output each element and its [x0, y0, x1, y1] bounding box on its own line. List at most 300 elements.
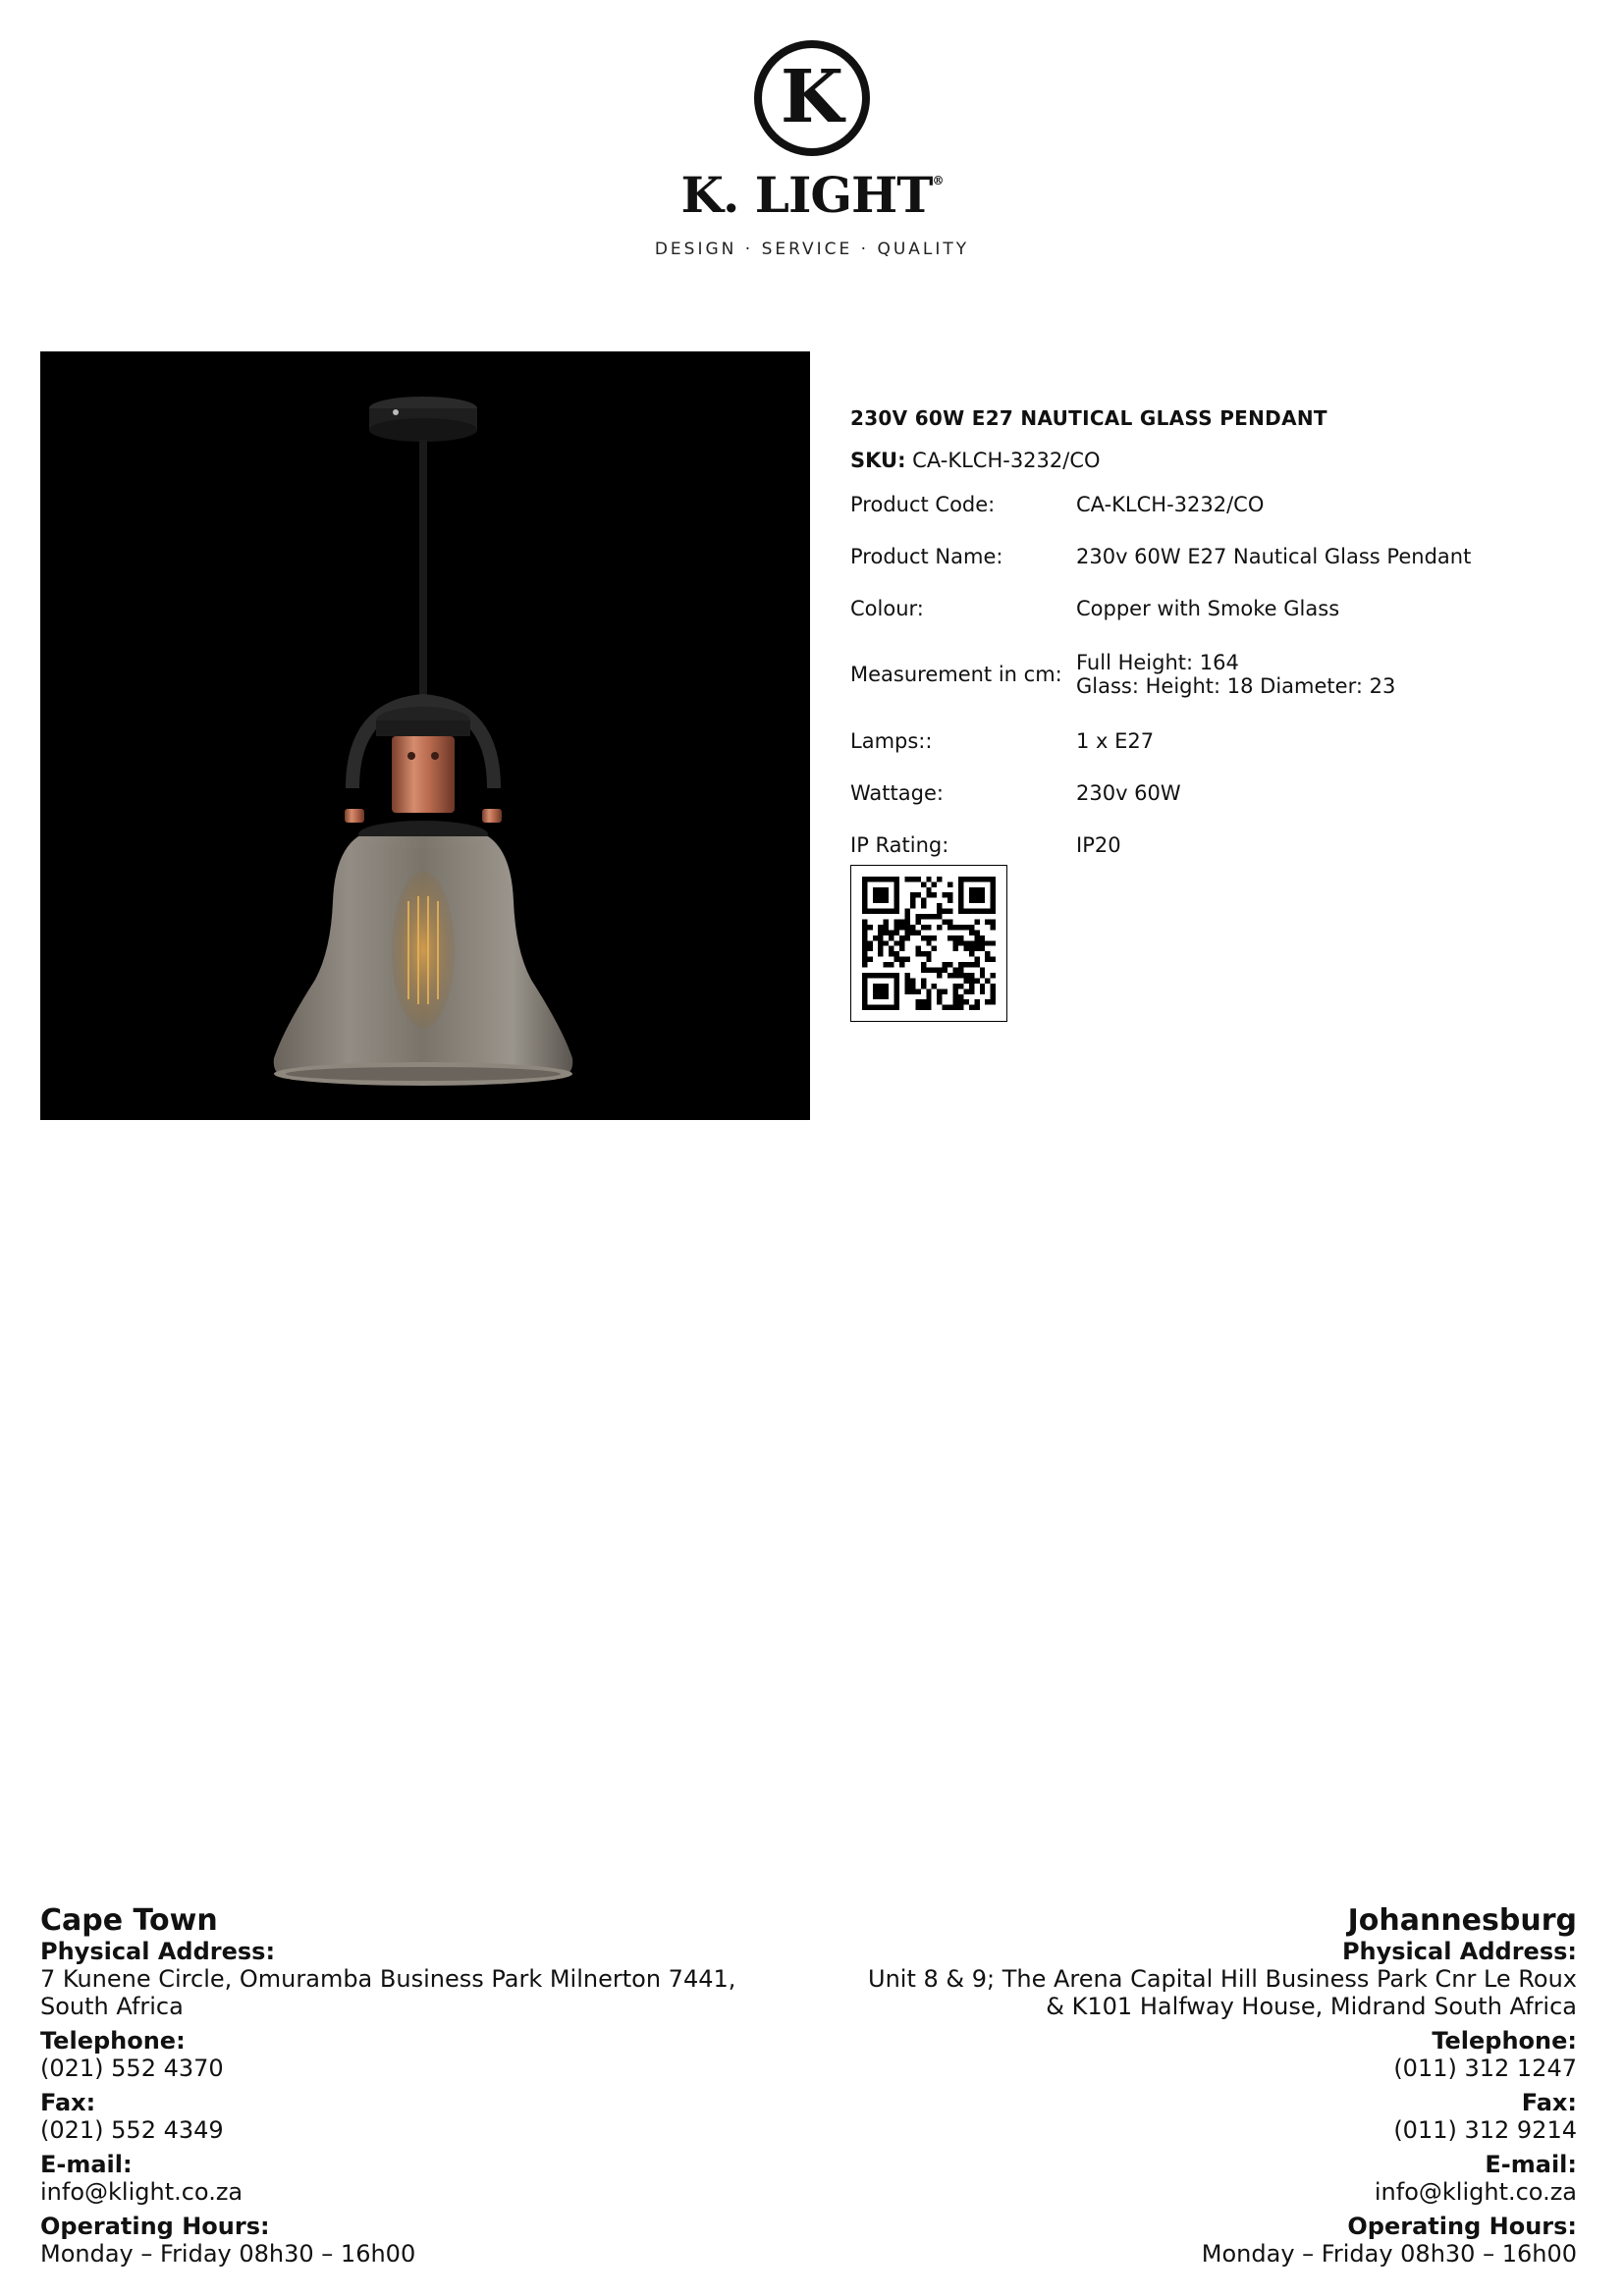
- email-link[interactable]: info@klight.co.za: [40, 2178, 244, 2206]
- qr-module: [889, 909, 893, 914]
- qr-module: [894, 930, 899, 934]
- sku-value: CA-KLCH-3232/CO: [912, 449, 1101, 472]
- qr-module: [921, 898, 926, 903]
- qr-module: [963, 877, 968, 881]
- fax-number: (011) 312 9214: [1393, 2116, 1577, 2144]
- hours-label: Operating Hours:: [1347, 2213, 1577, 2240]
- qr-module: [958, 940, 963, 945]
- qr-module: [926, 988, 931, 993]
- qr-module: [985, 909, 990, 914]
- qr-module: [862, 898, 867, 903]
- qr-module: [985, 978, 990, 983]
- qr-module: [915, 951, 920, 956]
- qr-module: [867, 1005, 872, 1010]
- qr-module: [867, 877, 872, 881]
- qr-module: [884, 892, 889, 897]
- qr-module: [915, 930, 920, 934]
- spec-value: IP20: [1076, 832, 1121, 857]
- qr-module: [894, 951, 899, 956]
- qr-module: [894, 925, 899, 930]
- qr-module: [974, 1005, 979, 1010]
- qr-module: [921, 903, 926, 908]
- qr-module: [980, 892, 985, 897]
- qr-module: [953, 935, 958, 940]
- qr-module: [985, 919, 990, 924]
- qr-module: [947, 962, 952, 967]
- qr-module: [991, 881, 996, 886]
- qr-module: [974, 999, 979, 1004]
- qr-module: [947, 919, 952, 924]
- qr-module: [889, 1005, 893, 1010]
- qr-module: [958, 1005, 963, 1010]
- qr-module: [867, 909, 872, 914]
- qr-module: [985, 940, 990, 945]
- qr-module: [873, 887, 878, 892]
- qr-module: [953, 994, 958, 999]
- spec-row-measurement: [850, 634, 1471, 715]
- qr-module: [899, 925, 904, 930]
- qr-module: [904, 914, 909, 919]
- qr-module: [904, 909, 909, 914]
- qr-module: [974, 935, 979, 940]
- footer-cape-town: [40, 1904, 826, 2268]
- sku-line: [850, 449, 1577, 472]
- qr-module: [862, 892, 867, 897]
- qr-module: [889, 935, 893, 940]
- email-label: E-mail:: [1485, 2151, 1577, 2178]
- spec-table: [850, 478, 1471, 871]
- qr-module: [932, 892, 937, 897]
- qr-module: [943, 892, 947, 897]
- pendant-lamp-illustration: [40, 351, 810, 1120]
- qr-module: [894, 984, 899, 988]
- qr-module: [953, 999, 958, 1004]
- qr-module: [884, 877, 889, 881]
- qr-module: [980, 898, 985, 903]
- qr-module: [878, 892, 883, 897]
- qr-module: [926, 951, 931, 956]
- telephone-number[interactable]: (021) 552 4370: [40, 2055, 224, 2082]
- spec-value-line: Full Height: 164: [1076, 651, 1239, 674]
- qr-module: [910, 877, 915, 881]
- qr-module: [894, 1005, 899, 1010]
- qr-module: [969, 898, 974, 903]
- qr-module: [926, 925, 931, 930]
- qr-module: [862, 877, 867, 881]
- qr-module: [884, 1005, 889, 1010]
- qr-module: [980, 940, 985, 945]
- qr-module: [932, 946, 937, 951]
- qr-module: [947, 881, 952, 886]
- qr-module: [937, 914, 942, 919]
- qr-module: [894, 994, 899, 999]
- qr-module: [894, 988, 899, 993]
- spec-row-ip-rating: [850, 819, 1471, 871]
- qr-module: [985, 951, 990, 956]
- qr-module: [884, 887, 889, 892]
- qr-module: [980, 935, 985, 940]
- qr-module: [969, 984, 974, 988]
- qr-module: [985, 877, 990, 881]
- qr-module: [878, 909, 883, 914]
- qr-module: [958, 935, 963, 940]
- telephone-label: Telephone:: [1432, 2027, 1577, 2055]
- qr-module: [969, 892, 974, 897]
- qr-module: [878, 887, 883, 892]
- qr-module: [980, 909, 985, 914]
- qr-module: [873, 1005, 878, 1010]
- qr-module: [904, 930, 909, 934]
- qr-module: [963, 946, 968, 951]
- qr-module: [937, 877, 942, 881]
- qr-module: [958, 892, 963, 897]
- qr-module: [862, 951, 867, 956]
- qr-module: [884, 898, 889, 903]
- qr-module: [921, 951, 926, 956]
- qr-module: [963, 973, 968, 978]
- qr-module: [884, 940, 889, 945]
- qr-module: [910, 978, 915, 983]
- telephone-label: Telephone:: [40, 2027, 186, 2055]
- qr-module: [932, 935, 937, 940]
- qr-module: [904, 988, 909, 993]
- qr-module: [867, 946, 872, 951]
- qr-module: [884, 988, 889, 993]
- telephone-number[interactable]: (011) 312 1247: [1393, 2055, 1577, 2082]
- qr-module: [943, 968, 947, 973]
- qr-module: [953, 925, 958, 930]
- qr-module: [904, 925, 909, 930]
- qr-module: [937, 903, 942, 908]
- spec-label: Product Name:: [850, 544, 1003, 568]
- qr-module: [884, 994, 889, 999]
- qr-module: [958, 903, 963, 908]
- qr-module: [991, 988, 996, 993]
- qr-module: [980, 968, 985, 973]
- qr-module: [921, 925, 926, 930]
- qr-module: [969, 887, 974, 892]
- qr-module: [889, 946, 893, 951]
- qr-module: [980, 946, 985, 951]
- qr-module: [889, 877, 893, 881]
- qr-module: [985, 999, 990, 1004]
- qr-module: [921, 881, 926, 886]
- qr-module: [958, 999, 963, 1004]
- qr-module: [980, 973, 985, 978]
- qr-module: [862, 940, 867, 945]
- spec-value-line: Glass: Height: 18 Diameter: 23: [1076, 674, 1396, 698]
- qr-module: [915, 919, 920, 924]
- spec-value: CA-KLCH-3232/CO: [1076, 492, 1265, 516]
- fax-label: Fax:: [40, 2089, 96, 2116]
- qr-module: [878, 973, 883, 978]
- qr-module: [899, 946, 904, 951]
- qr-module: [969, 925, 974, 930]
- qr-module: [932, 881, 937, 886]
- qr-module: [921, 999, 926, 1004]
- qr-module: [873, 892, 878, 897]
- qr-module: [974, 957, 979, 962]
- sku-label: SKU:: [850, 449, 906, 472]
- qr-module: [943, 962, 947, 967]
- fax-label: Fax:: [1521, 2089, 1577, 2116]
- qr-module: [963, 978, 968, 983]
- qr-module: [894, 940, 899, 945]
- qr-module: [926, 957, 931, 962]
- qr-module: [937, 925, 942, 930]
- qr-module: [980, 984, 985, 988]
- qr-module: [953, 1005, 958, 1010]
- footer-johannesburg: [791, 1904, 1577, 2268]
- qr-module: [963, 999, 968, 1004]
- qr-module: [953, 940, 958, 945]
- spec-label: IP Rating:: [850, 832, 949, 857]
- qr-module: [974, 898, 979, 903]
- qr-module: [878, 951, 883, 956]
- qr-module: [915, 999, 920, 1004]
- brand-tagline: DESIGN · SERVICE · QUALITY: [654, 240, 970, 259]
- qr-module: [884, 925, 889, 930]
- qr-module: [862, 881, 867, 886]
- address-label: Physical Address:: [40, 1938, 276, 1965]
- qr-module: [953, 988, 958, 993]
- qr-module: [921, 978, 926, 983]
- qr-module: [894, 887, 899, 892]
- qr-module: [862, 1005, 867, 1010]
- qr-module: [862, 887, 867, 892]
- qr-module: [915, 1005, 920, 1010]
- qr-module: [963, 925, 968, 930]
- qr-module: [904, 935, 909, 940]
- qr-module: [873, 973, 878, 978]
- spec-value: [1076, 634, 1471, 715]
- qr-module: [963, 909, 968, 914]
- qr-module: [991, 909, 996, 914]
- qr-module: [894, 881, 899, 886]
- spec-label: Product Code:: [850, 492, 996, 516]
- qr-module: [937, 999, 942, 1004]
- qr-module: [862, 994, 867, 999]
- qr-module: [969, 1005, 974, 1010]
- qr-module: [878, 1005, 883, 1010]
- qr-module: [873, 994, 878, 999]
- qr-module: [884, 973, 889, 978]
- qr-module: [873, 935, 878, 940]
- spec-value: Copper with Smoke Glass: [1076, 596, 1340, 620]
- hours-label: Operating Hours:: [40, 2213, 270, 2240]
- spec-value: 230v 60W: [1076, 780, 1181, 805]
- qr-module: [921, 984, 926, 988]
- spec-row-wattage: [850, 767, 1471, 819]
- qr-module: [969, 946, 974, 951]
- qr-module: [873, 877, 878, 881]
- qr-module: [921, 1005, 926, 1010]
- product-spec-block: [850, 406, 1577, 871]
- product-title: 230V 60W E27 NAUTICAL GLASS PENDANT: [850, 406, 1327, 430]
- qr-module: [904, 957, 909, 962]
- qr-module: [926, 940, 931, 945]
- qr-module: [926, 887, 931, 892]
- qr-module: [873, 909, 878, 914]
- qr-module: [958, 984, 963, 988]
- qr-module: [862, 984, 867, 988]
- fax-number: (021) 552 4349: [40, 2116, 224, 2144]
- qr-module: [878, 946, 883, 951]
- qr-module: [889, 951, 893, 956]
- qr-module: [904, 877, 909, 881]
- qr-module: [937, 909, 942, 914]
- qr-module: [921, 968, 926, 973]
- qr-code-icon[interactable]: [850, 865, 1007, 1022]
- qr-module: [958, 925, 963, 930]
- qr-module: [910, 930, 915, 934]
- qr-module: [915, 877, 920, 881]
- qr-module: [974, 919, 979, 924]
- qr-module: [862, 903, 867, 908]
- qr-module: [969, 951, 974, 956]
- qr-module: [926, 968, 931, 973]
- city-name: Johannesburg: [1347, 1903, 1577, 1938]
- qr-module: [974, 930, 979, 934]
- qr-module: [862, 999, 867, 1004]
- qr-module: [958, 962, 963, 967]
- qr-module: [862, 978, 867, 983]
- qr-module: [884, 962, 889, 967]
- qr-module: [958, 877, 963, 881]
- qr-module: [873, 984, 878, 988]
- qr-module: [980, 887, 985, 892]
- qr-module: [921, 914, 926, 919]
- qr-module: [974, 877, 979, 881]
- qr-module: [926, 1005, 931, 1010]
- qr-module: [991, 973, 996, 978]
- qr-module: [980, 877, 985, 881]
- qr-module: [889, 962, 893, 967]
- qr-module: [926, 999, 931, 1004]
- qr-module: [894, 909, 899, 914]
- qr-module: [884, 930, 889, 934]
- qr-module: [878, 988, 883, 993]
- qr-module: [969, 909, 974, 914]
- qr-module: [958, 898, 963, 903]
- qr-module: [947, 925, 952, 930]
- qr-module: [894, 892, 899, 897]
- qr-module: [974, 940, 979, 945]
- qr-module: [894, 877, 899, 881]
- qr-module: [884, 909, 889, 914]
- qr-module: [873, 988, 878, 993]
- qr-module: [921, 935, 926, 940]
- city-name: Cape Town: [40, 1903, 218, 1938]
- qr-module: [915, 988, 920, 993]
- qr-module: [953, 973, 958, 978]
- qr-module: [969, 940, 974, 945]
- qr-module: [937, 973, 942, 978]
- qr-module: [867, 973, 872, 978]
- qr-module: [862, 973, 867, 978]
- qr-module: [947, 898, 952, 903]
- qr-module: [899, 957, 904, 962]
- operating-hours: Monday – Friday 08h30 – 16h00: [40, 2240, 416, 2268]
- qr-module: [899, 962, 904, 967]
- qr-module: [991, 999, 996, 1004]
- qr-module: [878, 877, 883, 881]
- email-link[interactable]: info@klight.co.za: [1374, 2178, 1577, 2206]
- qr-module: [947, 909, 952, 914]
- spec-label: Measurement in cm:: [850, 663, 1062, 686]
- spec-label: Lamps::: [850, 728, 933, 753]
- address-line: 7 Kunene Circle, Omuramba Business Park Milnerton 7441,: [40, 1965, 736, 1993]
- qr-module: [991, 984, 996, 988]
- qr-module: [926, 935, 931, 940]
- qr-module: [937, 994, 942, 999]
- qr-module: [878, 930, 883, 934]
- qr-module: [991, 903, 996, 908]
- qr-module: [867, 925, 872, 930]
- brand-wordmark: K. LIGHT®: [680, 166, 944, 224]
- qr-module: [947, 935, 952, 940]
- spec-value: 1 x E27: [1076, 728, 1155, 753]
- qr-module: [953, 946, 958, 951]
- spec-value: 230v 60W E27 Nautical Glass Pendant: [1076, 544, 1472, 568]
- qr-module: [862, 946, 867, 951]
- qr-module: [943, 909, 947, 914]
- qr-module: [867, 940, 872, 945]
- qr-module: [921, 962, 926, 967]
- qr-module: [958, 973, 963, 978]
- qr-module: [910, 988, 915, 993]
- qr-module: [894, 898, 899, 903]
- qr-module: [943, 988, 947, 993]
- qr-module: [889, 973, 893, 978]
- qr-module: [974, 909, 979, 914]
- qr-module: [937, 988, 942, 993]
- qr-module: [932, 968, 937, 973]
- qr-module: [926, 914, 931, 919]
- qr-module: [932, 914, 937, 919]
- qr-module: [991, 994, 996, 999]
- qr-module: [958, 887, 963, 892]
- qr-module: [910, 892, 915, 897]
- qr-module: [926, 994, 931, 999]
- qr-module: [969, 930, 974, 934]
- qr-module: [937, 968, 942, 973]
- qr-module: [878, 984, 883, 988]
- qr-module: [974, 887, 979, 892]
- qr-code-graphic: [851, 866, 1006, 1021]
- qr-module: [969, 978, 974, 983]
- qr-module: [899, 919, 904, 924]
- qr-module: [969, 962, 974, 967]
- address-line: Unit 8 & 9; The Arena Capital Hill Business Park Cnr Le Roux: [868, 1965, 1577, 1993]
- qr-module: [904, 984, 909, 988]
- qr-module: [926, 877, 931, 881]
- qr-module: [894, 957, 899, 962]
- qr-module: [958, 994, 963, 999]
- qr-module: [947, 1005, 952, 1010]
- qr-module: [878, 925, 883, 930]
- qr-module: [862, 957, 867, 962]
- email-label: E-mail:: [40, 2151, 133, 2178]
- brand-header: [0, 39, 1624, 259]
- qr-module: [985, 957, 990, 962]
- address-line: & K101 Halfway House, Midrand South Africa: [1046, 1993, 1577, 2020]
- qr-module: [974, 946, 979, 951]
- k-logo-emblem-icon: [753, 39, 871, 157]
- qr-module: [958, 881, 963, 886]
- qr-module: [878, 940, 883, 945]
- qr-module: [915, 914, 920, 919]
